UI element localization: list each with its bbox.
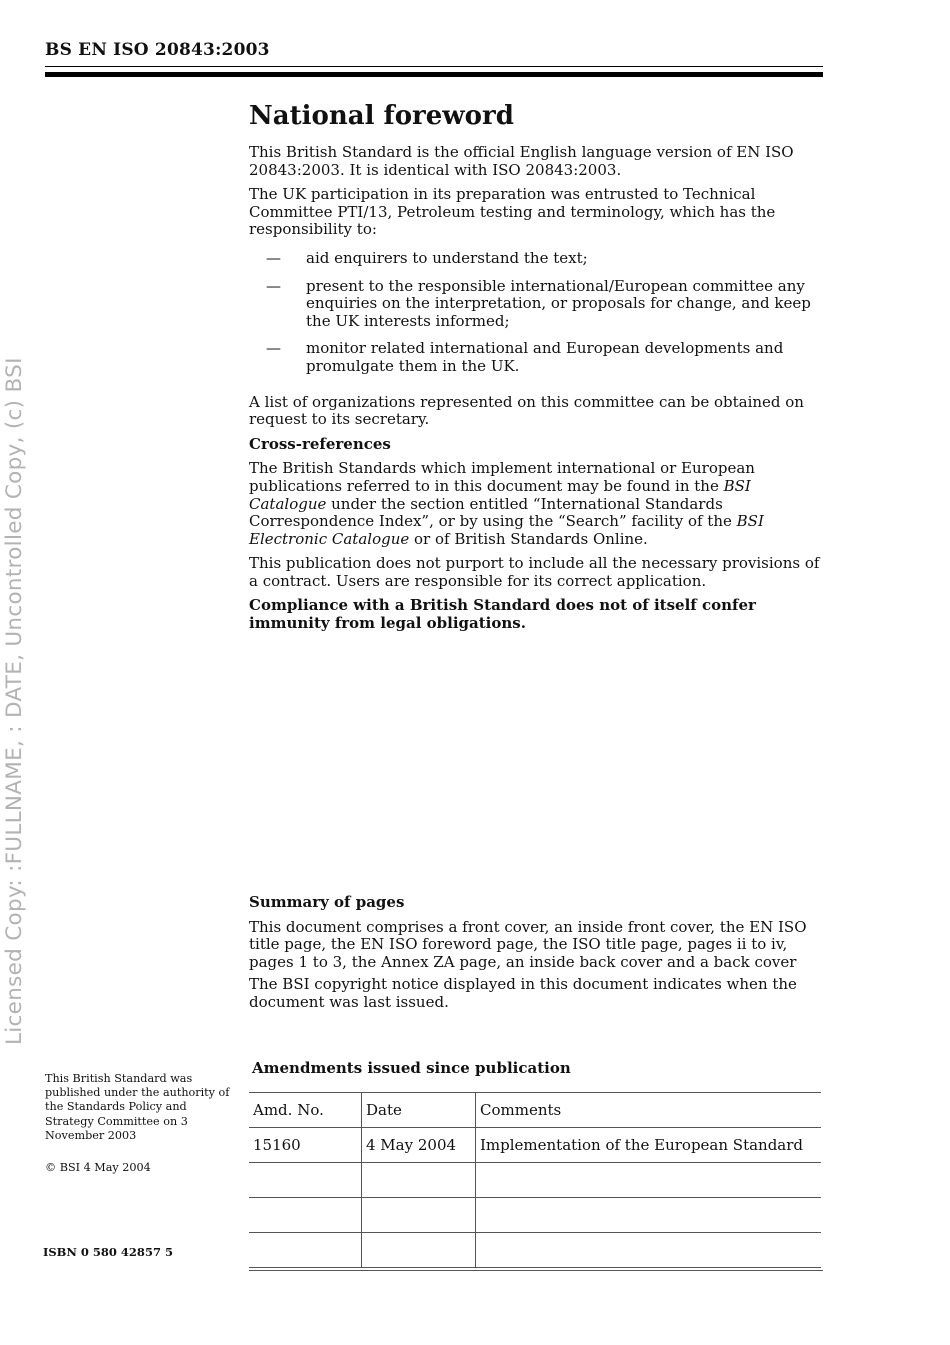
table-cell	[249, 1163, 362, 1198]
list-item-text: present to the responsible international/European committee any enquiries on the interpretation, or proposals for change, and keep the UK interests informed;	[306, 276, 811, 330]
column-header-amd-no: Amd. No.	[249, 1093, 362, 1128]
table-row	[249, 1198, 821, 1233]
list-item-text: aid enquirers to understand the text;	[306, 248, 588, 267]
dash-marker: —	[266, 276, 281, 295]
crossref-text-2: under the section entitled “International Standards Correspondence Index”, or by using the “Search” facility of the	[249, 494, 737, 531]
responsibility-list	[249, 250, 823, 376]
table-header-row	[249, 1093, 821, 1128]
bsi-electronic-catalogue-title: BSI Electronic Catalogue	[249, 512, 764, 548]
copyright-notice-paragraph: The BSI copyright notice displayed in this document indicates when the document was last issued.	[249, 975, 797, 1011]
column-header-date: Date	[362, 1093, 476, 1128]
list-item-text: monitor related international and European developments and promulgate them in the UK.	[306, 339, 784, 375]
summary-heading: Summary of pages	[249, 893, 405, 911]
table-cell	[476, 1198, 822, 1233]
crossref-text-3: or of British Standards Online.	[409, 529, 648, 548]
license-watermark: Licensed Copy: :FULLNAME, : DATE, Uncontrolled Copy, (c) BSI	[2, 357, 27, 1045]
table-row	[249, 1163, 821, 1198]
dash-marker: —	[266, 339, 281, 358]
summary-paragraph: This document comprises a front cover, an inside front cover, the EN ISO title page, the EN ISO foreword page, the ISO title page, pages ii to iv, pages 1 to 3, the Annex ZA page, an inside back cover and a back cover	[249, 917, 807, 971]
table-cell	[362, 1198, 476, 1233]
provisions-paragraph: This publication does not purport to include all the necessary provisions of a contract. Users are responsible for its correct application.	[249, 554, 820, 590]
document-code: BS EN ISO 20843:2003	[45, 40, 270, 60]
organizations-paragraph: A list of organizations represented on this committee can be obtained on request to its secretary.	[249, 392, 804, 429]
table-row	[249, 1128, 821, 1163]
table-cell	[362, 1163, 476, 1198]
list-item	[249, 250, 823, 268]
footer-rule	[249, 1270, 823, 1271]
summary-of-pages	[249, 894, 823, 1017]
isbn: ISBN 0 580 42857 5	[43, 1245, 173, 1259]
table-cell	[476, 1163, 822, 1198]
page-title: National foreword	[249, 101, 514, 131]
header-rule-thin	[45, 66, 823, 67]
national-foreword	[249, 100, 823, 640]
crossref-text-1: The British Standards which implement international or European publications referred to in this document may be found in the	[249, 459, 755, 495]
table-cell: 4 May 2004	[362, 1128, 476, 1163]
cross-references-heading: Cross-references	[249, 434, 391, 453]
table-cell	[249, 1198, 362, 1233]
publication-authority: This British Standard was published under the authority of the Standards Policy and Strategy Committee on 3 November 2003	[45, 1072, 230, 1142]
table-cell: 15160	[249, 1128, 362, 1163]
list-item	[249, 340, 823, 375]
table-cell: Implementation of the European Standard	[476, 1128, 822, 1163]
table-cell	[249, 1233, 362, 1268]
amendments-title: Amendments issued since publication	[252, 1059, 571, 1077]
copyright-line: © BSI 4 May 2004	[45, 1161, 151, 1175]
column-header-comments: Comments	[476, 1093, 822, 1128]
table-cell	[362, 1233, 476, 1268]
foreword-intro: This British Standard is the official English language version of EN ISO 20843:2003. It is identical with ISO 20843:2003.	[249, 143, 794, 179]
amendments-table	[249, 1092, 821, 1268]
committee-paragraph: The UK participation in its preparation was entrusted to Technical Committee PTI/13, Petroleum testing and terminology, which has the responsibility to:	[249, 185, 776, 239]
cross-references-paragraph	[249, 460, 823, 548]
publication-sidebar	[45, 1072, 230, 1175]
list-item	[249, 278, 823, 331]
bsi-catalogue-title: BSI Catalogue	[249, 476, 751, 513]
header-rule-thick	[45, 72, 823, 77]
dash-marker: —	[266, 248, 281, 267]
compliance-notice: Compliance with a British Standard does not of itself confer immunity from legal obligations.	[249, 596, 756, 633]
table-row	[249, 1233, 821, 1268]
table-cell	[476, 1233, 822, 1268]
